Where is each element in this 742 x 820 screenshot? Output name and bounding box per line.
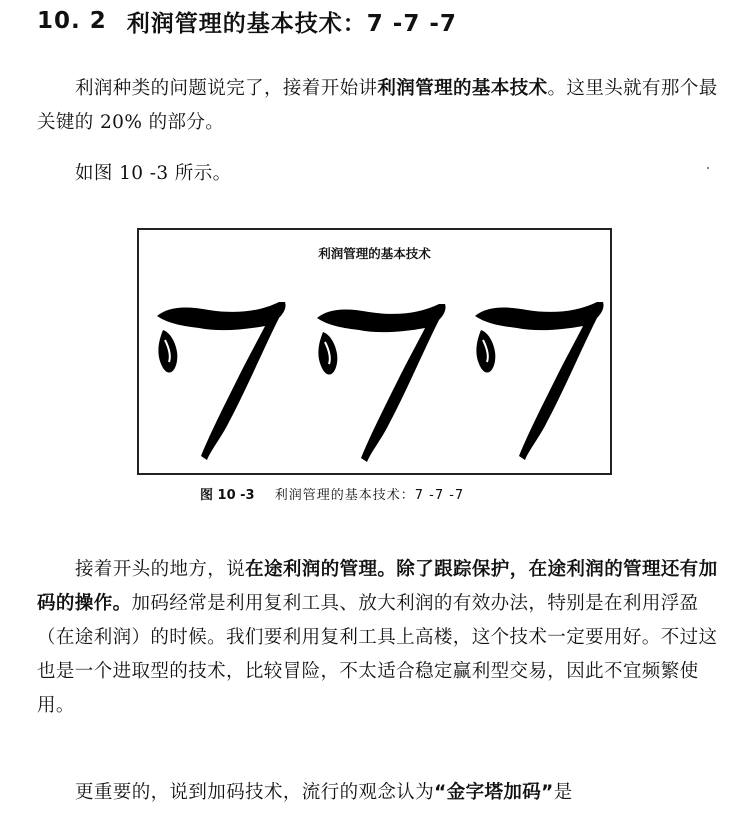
- paragraph-intro-bold: 利润管理的基本技术: [377, 78, 548, 99]
- figure-frame: [137, 228, 612, 475]
- paragraph-intro-tail: 。这里头就有那个最关键的 20% 的部分。: [37, 78, 718, 133]
- paragraph-figure-ref: 如图 10 -3 所示。: [75, 163, 232, 184]
- figure-caption-text: 利润管理的基本技术：7 -7 -7: [274, 488, 465, 503]
- figure-title: 利润管理的基本技术: [318, 246, 431, 261]
- paragraph-management-tail: 加码经常是利用复利工具、放大利润的有效办法，特别是在利用浮盈（在途利润）的时候。我们要利用复利工具上高楼，这个技术一定要用好。不过这也是一个进取型的技术，比较冒险，不太适合稳定赢利型交易，因此不宜频繁使用。: [37, 593, 718, 716]
- figure-glyphs: [149, 288, 604, 468]
- figure-caption-label: 图 10 -3: [200, 488, 255, 503]
- paragraph-pyramid-lead: 更重要的，说到加码技术，流行的观念认为: [75, 782, 435, 803]
- glyph-seven-2: [317, 304, 446, 462]
- paragraph-intro-lead: 利润种类的问题说完了，接着开始讲: [75, 78, 378, 99]
- glyph-seven-3: [475, 302, 604, 460]
- section-title: 利润管理的基本技术：7 -7 -7: [126, 10, 457, 37]
- paragraph-pyramid-tail: 是: [553, 782, 573, 803]
- figure-caption: [200, 484, 580, 503]
- paragraph-management-lead: 接着开头的地方，说: [75, 559, 246, 580]
- paragraph-management: [37, 553, 721, 723]
- paragraph-management-bold: 在途利润的管理。除了跟踪保护，在途利润的管理还有加码的操作。: [37, 559, 718, 614]
- glyph-seven-1: [157, 302, 286, 460]
- section-number: 10. 2: [37, 8, 107, 34]
- paragraph-pyramid: [37, 776, 721, 810]
- paragraph-intro: [37, 72, 721, 140]
- section-heading: [37, 4, 457, 38]
- paragraph-pyramid-quote: “金字塔加码”: [434, 782, 554, 803]
